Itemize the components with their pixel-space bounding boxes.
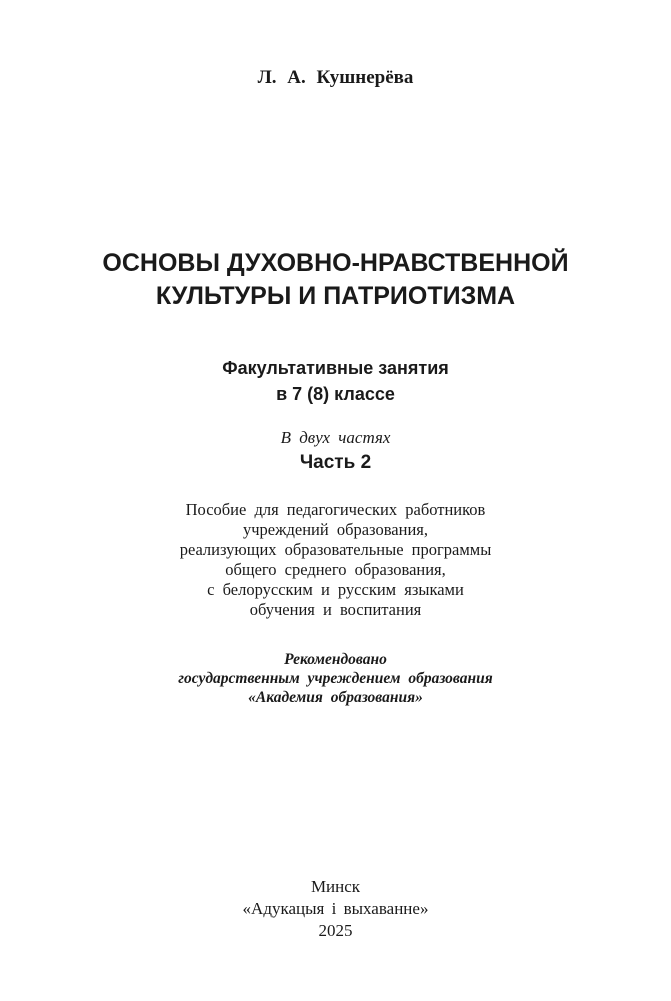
- author-name: Л. А. Кушнерёва: [257, 67, 414, 88]
- recommendation-line: Рекомендовано: [284, 651, 387, 668]
- description-line: реализующих образовательные программы: [179, 540, 492, 559]
- book-title-line-1: ОСНОВЫ ДУХОВНО-НРАВСТВЕННОЙ: [102, 249, 569, 277]
- book-description: [0, 500, 671, 620]
- recommendation: [0, 650, 671, 707]
- part-number: Часть 2: [299, 452, 372, 473]
- recommendation-line: государственным учреждением образования: [178, 670, 493, 687]
- book-title-line-2: КУЛЬТУРЫ И ПАТРИОТИЗМА: [155, 282, 516, 310]
- description-line: обучения и воспитания: [249, 600, 422, 619]
- description-line: Пособие для педагогических работников: [185, 500, 486, 519]
- book-subtitle: [0, 355, 671, 407]
- description-line: общего среднего образования,: [225, 560, 446, 579]
- description-line: с белорусским и русским языками: [207, 580, 464, 599]
- book-title: [0, 247, 671, 313]
- imprint-city: Минск: [310, 877, 361, 896]
- book-subtitle-line-2: в 7 (8) классе: [276, 384, 395, 404]
- recommendation-line: «Академия образования»: [248, 689, 423, 706]
- book-subtitle-line-1: Факультативные занятия: [222, 358, 449, 378]
- imprint-year: 2025: [318, 921, 353, 940]
- imprint-publisher: «Адукацыя і выхаванне»: [242, 899, 429, 918]
- description-line: учреждений образования,: [242, 520, 429, 539]
- parts-note: В двух частях: [280, 428, 391, 447]
